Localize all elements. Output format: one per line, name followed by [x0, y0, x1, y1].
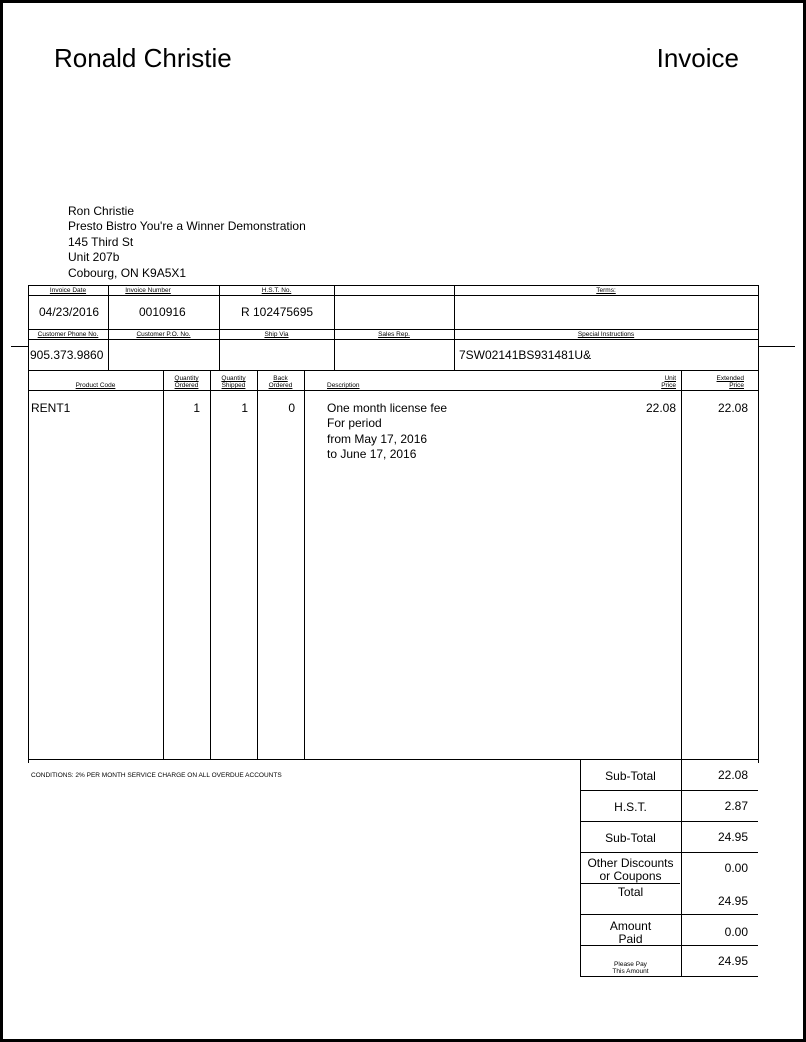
header-line: Shipped	[221, 382, 246, 389]
hst-number-value: R 102475695	[241, 305, 314, 319]
subtotal-value: 22.08	[717, 768, 748, 782]
address-line: Ron Christie	[68, 204, 135, 218]
label-line: Paid	[618, 931, 643, 946]
back-ordered-header	[257, 375, 304, 389]
items-column-divider	[681, 370, 682, 759]
description-header: Description	[327, 382, 360, 389]
invoice-number-label: Invoice Number	[125, 287, 171, 294]
info-divider	[454, 285, 455, 370]
product-code-header: Product Code	[75, 382, 116, 389]
table-right-border	[758, 285, 759, 763]
totals-bottom-border	[580, 976, 758, 977]
terms-label: Terms:	[596, 287, 616, 294]
customer-phone-label: Customer Phone No.	[37, 331, 99, 338]
info-divider	[334, 285, 335, 370]
header-line: Extended	[716, 375, 744, 382]
totals-rule	[580, 821, 758, 822]
address-line: Unit 207b	[68, 250, 120, 265]
header-line: Ordered	[174, 382, 199, 389]
sales-rep-label: Sales Rep.	[378, 331, 410, 338]
ship-via-label: Ship Via	[264, 331, 289, 338]
totals-rule	[580, 945, 758, 946]
info-divider	[108, 285, 109, 370]
discounts-value: 0.00	[724, 861, 748, 875]
header-line: Ordered	[268, 382, 293, 389]
label-line: Please Pay	[614, 961, 647, 968]
description-line: to June 17, 2016	[327, 447, 417, 462]
info-divider	[219, 285, 220, 370]
discounts-label	[580, 857, 681, 882]
fold-mark-left	[11, 346, 28, 347]
invoice-date-value: 04/23/2016	[39, 305, 100, 319]
header-line: Quantity	[174, 375, 199, 382]
totals-rule	[580, 914, 758, 915]
subtotal-label: Sub-Total	[605, 769, 656, 783]
unit-price-cell: 22.08	[645, 401, 676, 415]
description-line: One month license fee	[327, 401, 448, 415]
back-ordered-cell: 0	[288, 401, 295, 415]
extended-price-cell: 22.08	[717, 401, 748, 415]
items-column-divider	[163, 370, 164, 759]
conditions-text: CONDITIONS: 2% PER MONTH SERVICE CHARGE ON ALL OVERDUE ACCOUNTS	[31, 772, 282, 779]
bill-to-address	[68, 204, 306, 281]
info-top-border	[28, 285, 758, 286]
please-pay-label	[580, 961, 681, 975]
description-cell	[327, 401, 447, 463]
unit-price-header	[603, 375, 676, 389]
items-header-rule	[28, 390, 758, 391]
label-line: Amount	[609, 919, 652, 933]
info-label-rule-2	[28, 339, 758, 340]
items-column-divider	[257, 370, 258, 759]
special-instructions-label: Special Instructions	[577, 331, 635, 338]
hst-value: 2.87	[724, 799, 748, 813]
header-line: Price	[729, 382, 744, 389]
label-line: Other Discounts	[587, 856, 674, 870]
amount-paid-label	[580, 920, 681, 945]
please-pay-value: 24.95	[717, 954, 748, 968]
invoice-number-value: 0010916	[139, 305, 186, 319]
qty-ordered-cell: 1	[193, 401, 200, 415]
subtotal-2-value: 24.95	[717, 830, 748, 844]
header-line: Back	[273, 375, 288, 382]
extended-price-header	[683, 375, 744, 389]
info-bottom-border	[28, 370, 758, 371]
items-bottom-border	[28, 759, 758, 760]
items-column-divider	[210, 370, 211, 759]
document-title: Invoice	[656, 43, 739, 73]
special-instructions-value: 7SW02141BS931481U&	[459, 348, 592, 362]
hst-label: H.S.T.	[614, 800, 647, 814]
invoice-date-label: Invoice Date	[49, 287, 87, 294]
label-line: This Amount	[612, 968, 649, 975]
info-mid-border	[28, 329, 758, 330]
totals-rule	[580, 883, 680, 884]
header-line: Price	[661, 382, 676, 389]
address-line: Cobourg, ON K9A5X1	[68, 265, 187, 280]
customer-po-label: Customer P.O. No.	[136, 331, 191, 338]
info-label-rule	[28, 295, 758, 296]
qty-shipped-header	[210, 375, 257, 389]
label-line: or Coupons	[599, 868, 662, 883]
subtotal-2-label: Sub-Total	[605, 831, 656, 845]
company-name: Ronald Christie	[54, 43, 232, 73]
header-line: Unit	[664, 375, 676, 382]
qty-ordered-header	[163, 375, 210, 389]
total-label: Total	[617, 885, 644, 899]
totals-rule	[580, 790, 758, 791]
address-line: Presto Bistro You're a Winner Demonstration	[68, 219, 306, 234]
table-left-border	[28, 285, 29, 763]
description-line: from May 17, 2016	[327, 431, 428, 446]
description-line: For period	[327, 416, 382, 431]
customer-phone-value: 905.373.9860	[30, 348, 104, 362]
totals-rule	[580, 852, 758, 853]
address-line: 145 Third St	[68, 234, 134, 249]
total-value: 24.95	[717, 894, 748, 908]
header-line: Quantity	[221, 375, 246, 382]
amount-paid-value: 0.00	[724, 925, 748, 939]
qty-shipped-cell: 1	[241, 401, 248, 415]
fold-mark-right	[758, 346, 795, 347]
product-code-cell: RENT1	[31, 401, 71, 415]
items-column-divider	[304, 370, 305, 759]
hst-number-label: H.S.T. No.	[261, 287, 292, 294]
